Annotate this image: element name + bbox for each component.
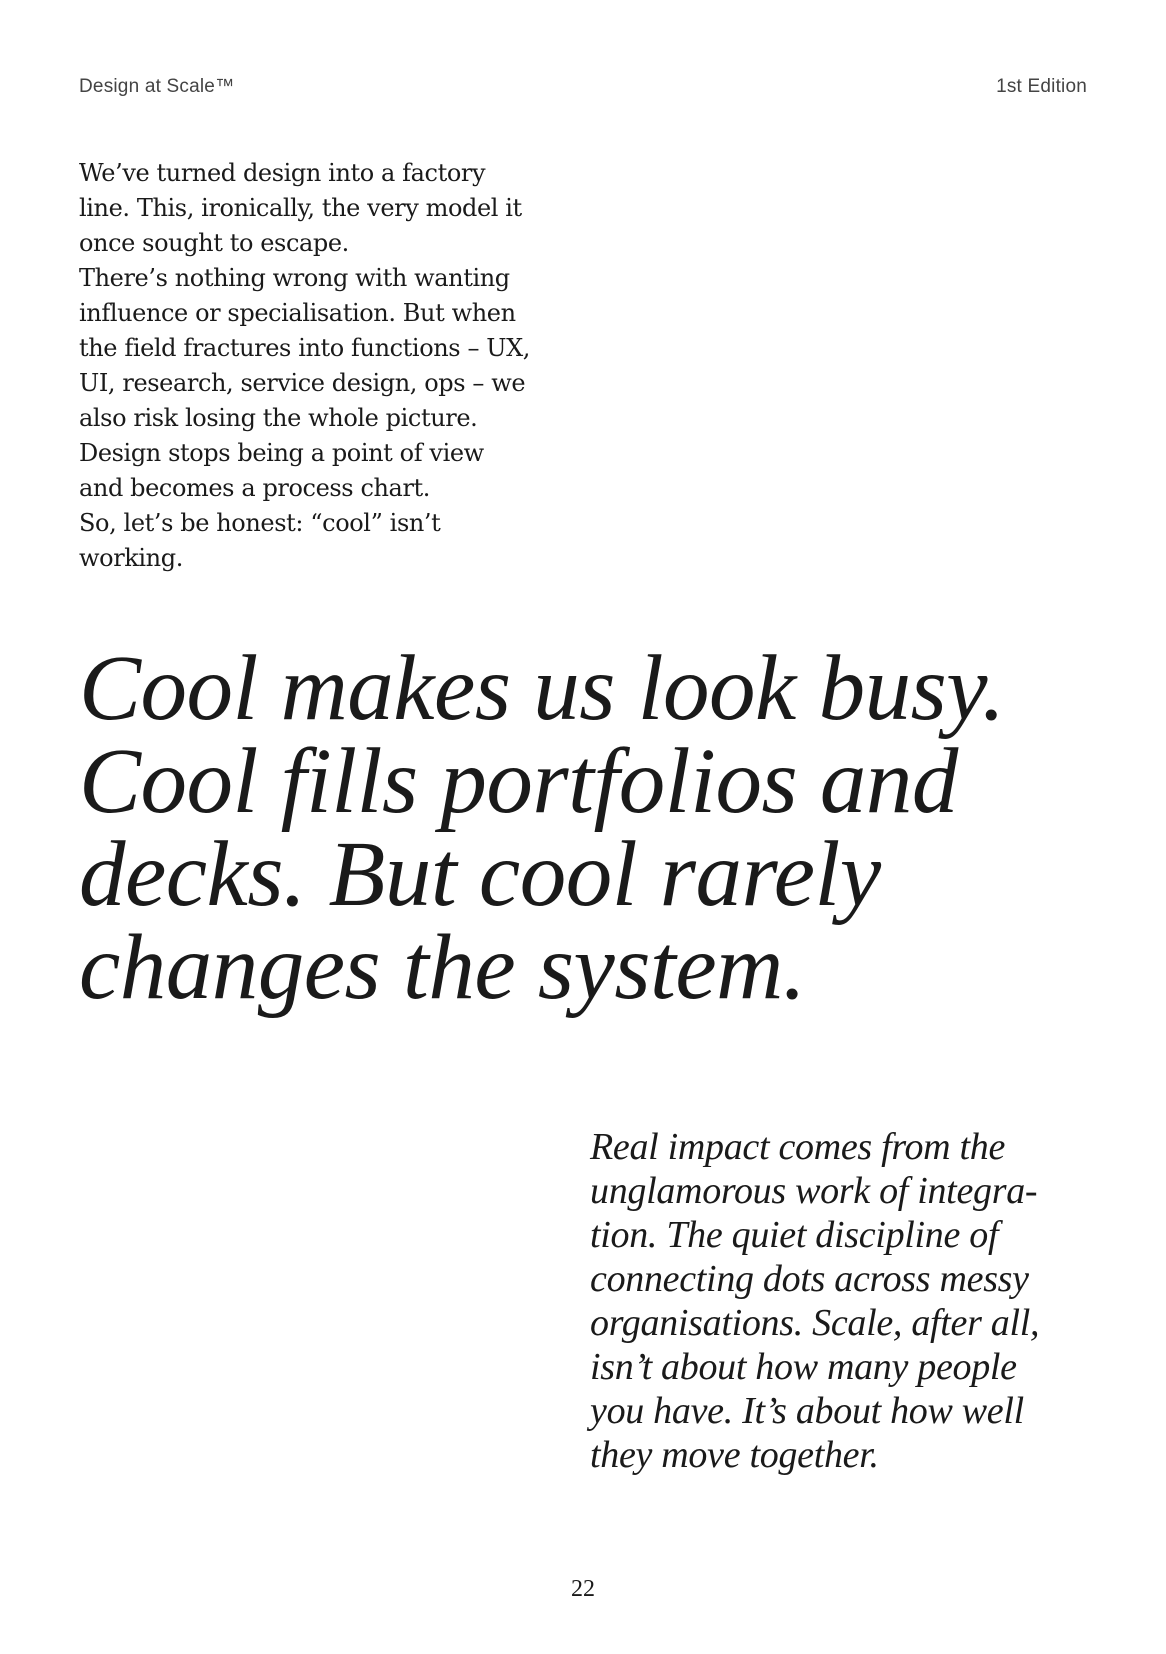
side-quote [590,1125,1090,1477]
side-quote-line: connecting dots across messy [590,1258,1029,1300]
body-line: Design stops being a point of view [79,439,484,467]
body-line: UI, research, service design, ops – we [79,369,526,397]
pull-quote [79,637,1089,1019]
side-quote-line: organisations. Scale, after all, [590,1302,1040,1344]
running-head-edition: 1st Edition [996,76,1087,97]
pull-quote-line: Cool makes us look busy. [79,637,1005,740]
pull-quote-line: decks. But cool rarely [79,823,881,926]
body-line: the field fractures into functions – UX, [79,334,531,362]
page-number: 22 [571,1576,595,1602]
body-line: also risk losing the whole picture. [79,404,478,432]
running-head-title: Design at Scale™ [79,76,235,97]
side-quote-line: unglamorous work of integra- [590,1170,1038,1212]
body-line: and becomes a process chart. [79,474,431,502]
body-line: We’ve turned design into a factory [79,159,486,187]
side-quote-line: you have. It’s about how well [590,1390,1024,1432]
body-line: influence or specialisation. But when [79,299,516,327]
body-line: working. [79,544,183,572]
body-paragraph [79,156,579,576]
side-quote-line: isn’t about how many people [590,1346,1017,1388]
body-line: So, let’s be honest: “cool” isn’t [79,509,441,537]
side-quote-line: tion. The quiet discipline of [590,1214,999,1256]
side-quote-line: Real impact comes from the [590,1126,1006,1168]
pull-quote-line: changes the system. [79,916,806,1019]
side-quote-line: they move together. [590,1434,879,1476]
pull-quote-line: Cool fills portfolios and [79,730,958,833]
body-line: There’s nothing wrong with wanting [79,264,510,292]
body-line: once sought to escape. [79,229,349,257]
body-line: line. This, ironically, the very model it [79,194,522,222]
